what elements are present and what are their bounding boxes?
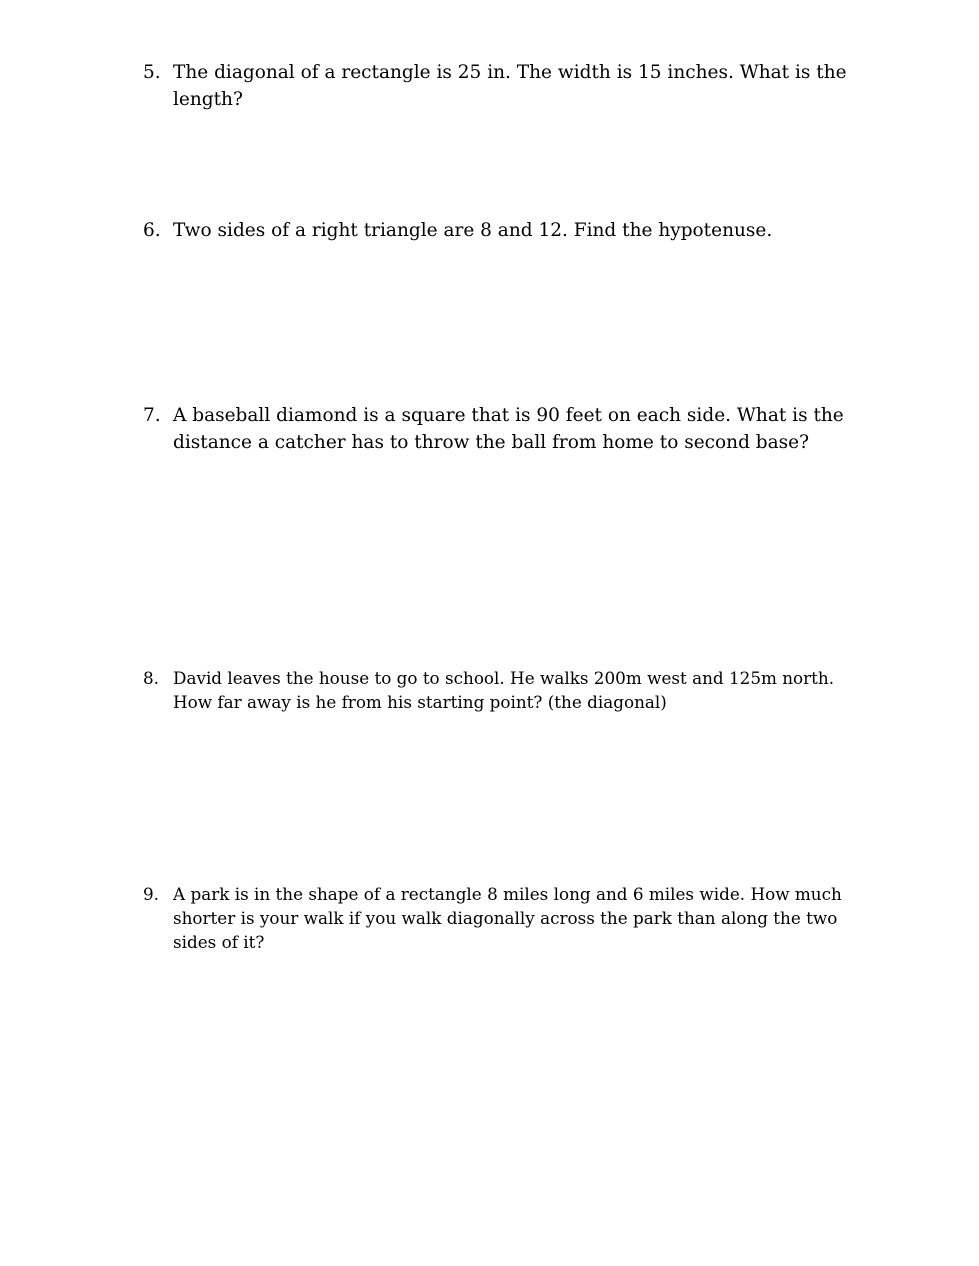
problem-text: Two sides of a right triangle are 8 and 12. Find the hypotenuse. [173,220,773,241]
problem-number: 6. [143,220,161,241]
problem-6 [143,217,873,244]
problem-8 [143,666,873,714]
problem-7 [143,402,873,456]
problem-text: David leaves the house to go to school. He walks 200m west and 125m north. How far away is he from his starting point? (the diagonal) [173,668,835,712]
problem-5 [143,59,873,113]
problem-text: A baseball diamond is a square that is 90 feet on each side. What is the distance a catcher has to throw the ball from home to second base? [173,405,844,453]
problem-number: 8. [143,668,160,688]
problem-text: The diagonal of a rectangle is 25 in. The width is 15 inches. What is the length? [173,62,847,110]
problem-number: 7. [143,405,161,426]
problem-text: A park is in the shape of a rectangle 8 miles long and 6 miles wide. How much shorter is your walk if you walk diagonally across the park than along the two sides of it? [173,884,842,952]
problem-9 [143,882,873,954]
problem-number: 5. [143,62,161,83]
problem-number: 9. [143,884,160,904]
